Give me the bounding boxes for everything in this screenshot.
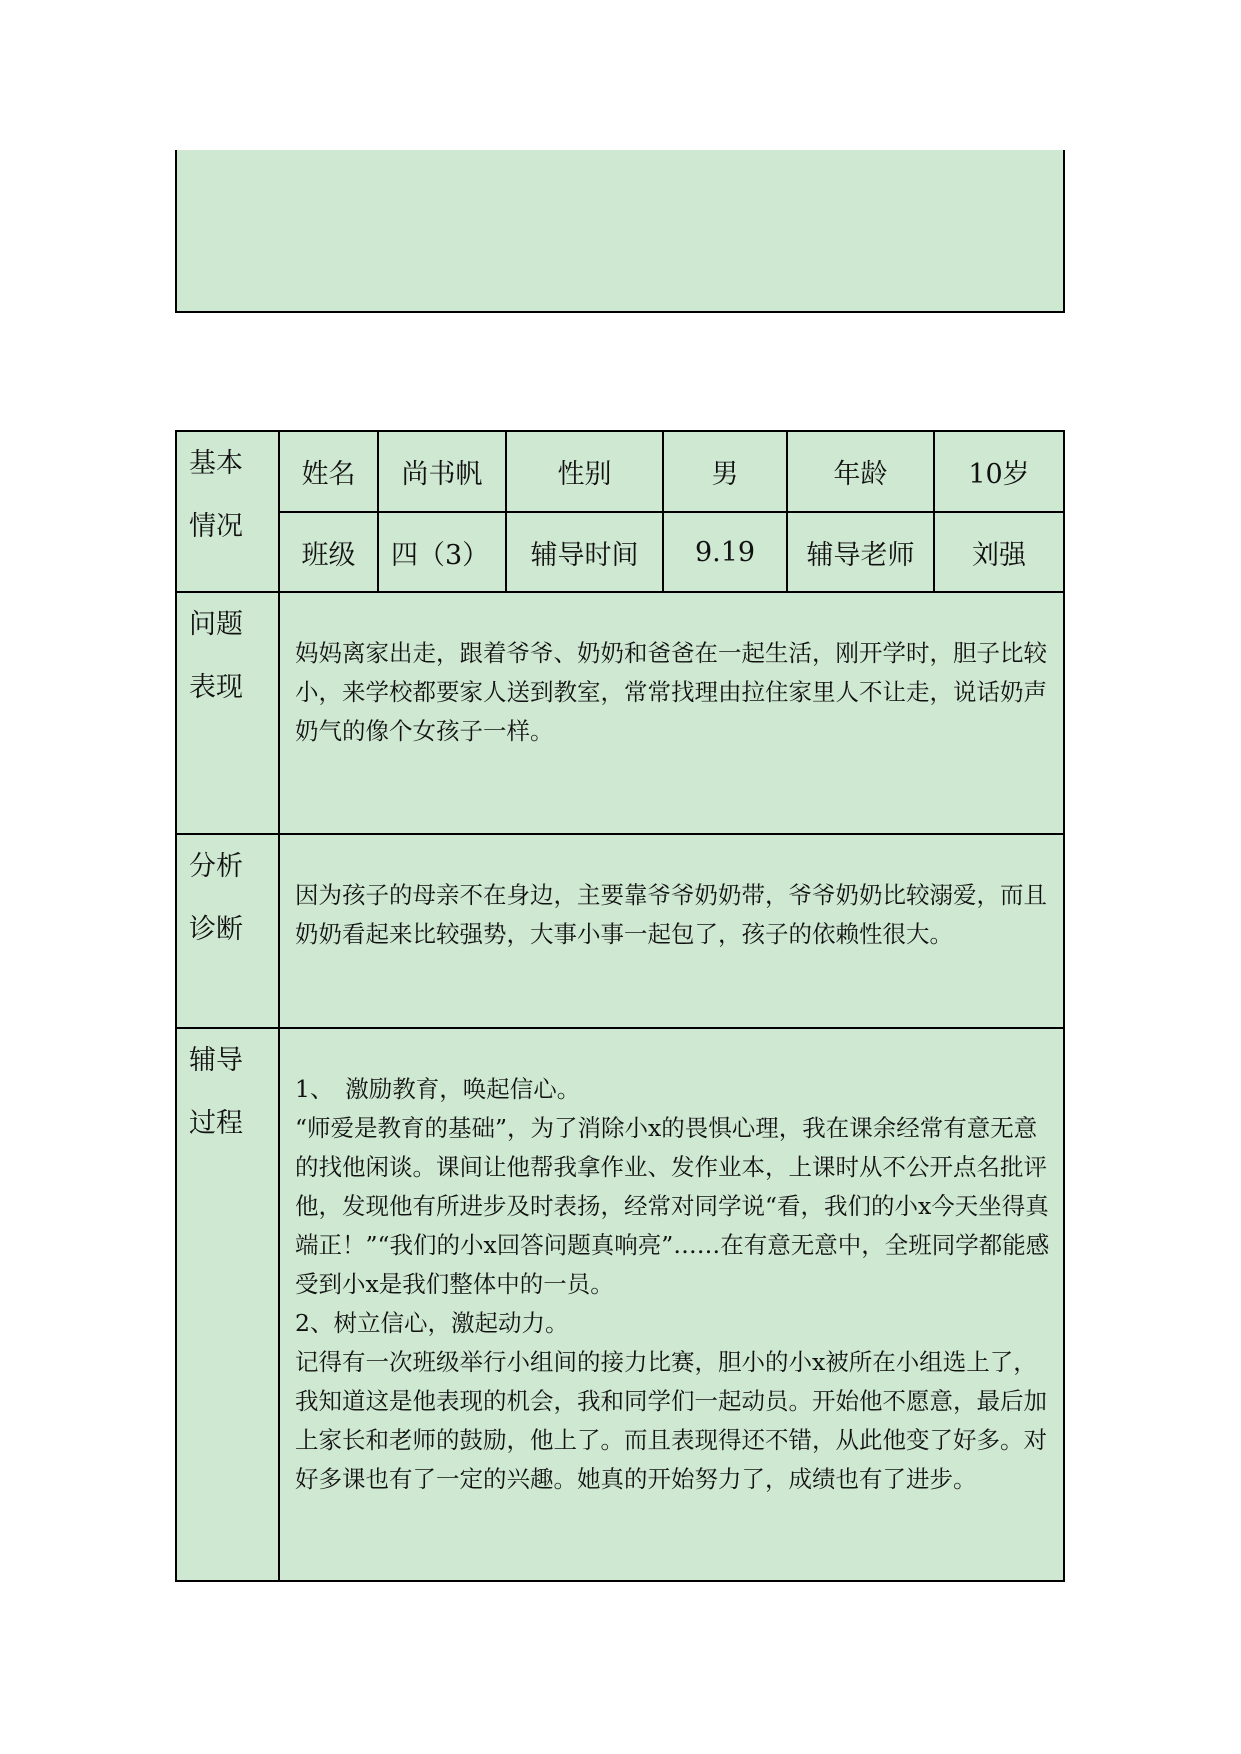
previous-table-fragment — [175, 150, 1065, 313]
analysis-text: 因为孩子的母亲不在身边，主要靠爷爷奶奶带，爷爷奶奶比较溺爱，而且奶奶看起来比较强势，大事小事一起包了，孩子的依赖性很大。 — [295, 881, 1047, 948]
process-label: 辅导 过程 — [189, 1045, 243, 1139]
gender-value: 男 — [711, 459, 739, 490]
name-label: 姓名 — [301, 459, 356, 490]
process-paragraph: “师爱是教育的基础”，为了消除小x的畏惧心理，我在课余经常有意无意的找他闲谈。课间让他帮我拿作业、发作业本，上课时从不公开点名批评他，发现他有所进步及时表扬，经常对同学说“看，我们的小x今天坐得真端正！”“我们的小x回答问题真响亮”……在有意无意中，全班同学都能感受到小x是我们整体中的一员。 — [295, 1114, 1050, 1298]
problem-label: 问题 表现 — [189, 609, 243, 703]
analysis-label: 分析 诊断 — [189, 851, 243, 945]
process-paragraph: 1、 激励教育，唤起信心。 — [295, 1075, 581, 1103]
counselor-label: 辅导老师 — [806, 539, 915, 571]
counseling-time-value: 9.19 — [694, 536, 756, 568]
basic-info-label: 基本 情况 — [189, 448, 243, 542]
gender-label: 性别 — [557, 459, 612, 490]
process-paragraph: 2、树立信心，激起动力。 — [295, 1309, 569, 1337]
age-value: 10岁 — [968, 459, 1030, 490]
counseling-record-table — [175, 430, 1065, 1582]
name-value: 尚书帆 — [401, 459, 483, 490]
process-text — [295, 1070, 1055, 1499]
class-label: 班级 — [301, 539, 356, 571]
previous-table-content-cell — [280, 150, 1065, 313]
age-label: 年龄 — [833, 459, 888, 490]
counseling-time-label: 辅导时间 — [530, 539, 639, 571]
counselor-value: 刘强 — [972, 539, 1026, 571]
problem-text: 妈妈离家出走，跟着爷爷、奶奶和爸爸在一起生活，刚开学时，胆子比较小，来学校都要家人送到教室，常常找理由拉住家里人不让走，说话奶声奶气的像个女孩子一样。 — [295, 639, 1047, 745]
previous-table-label-cell — [175, 150, 282, 313]
class-value: 四（3） — [391, 539, 490, 571]
process-paragraph: 记得有一次班级举行小组间的接力比赛，胆小的小x被所在小组选上了，我知道这是他表现的机会，我和同学们一起动员。开始他不愿意，最后加上家长和老师的鼓励，他上了。而且表现得还不错，从此他变了好多。对好多课也有了一定的兴趣。她真的开始努力了，成绩也有了进步。 — [295, 1348, 1047, 1493]
